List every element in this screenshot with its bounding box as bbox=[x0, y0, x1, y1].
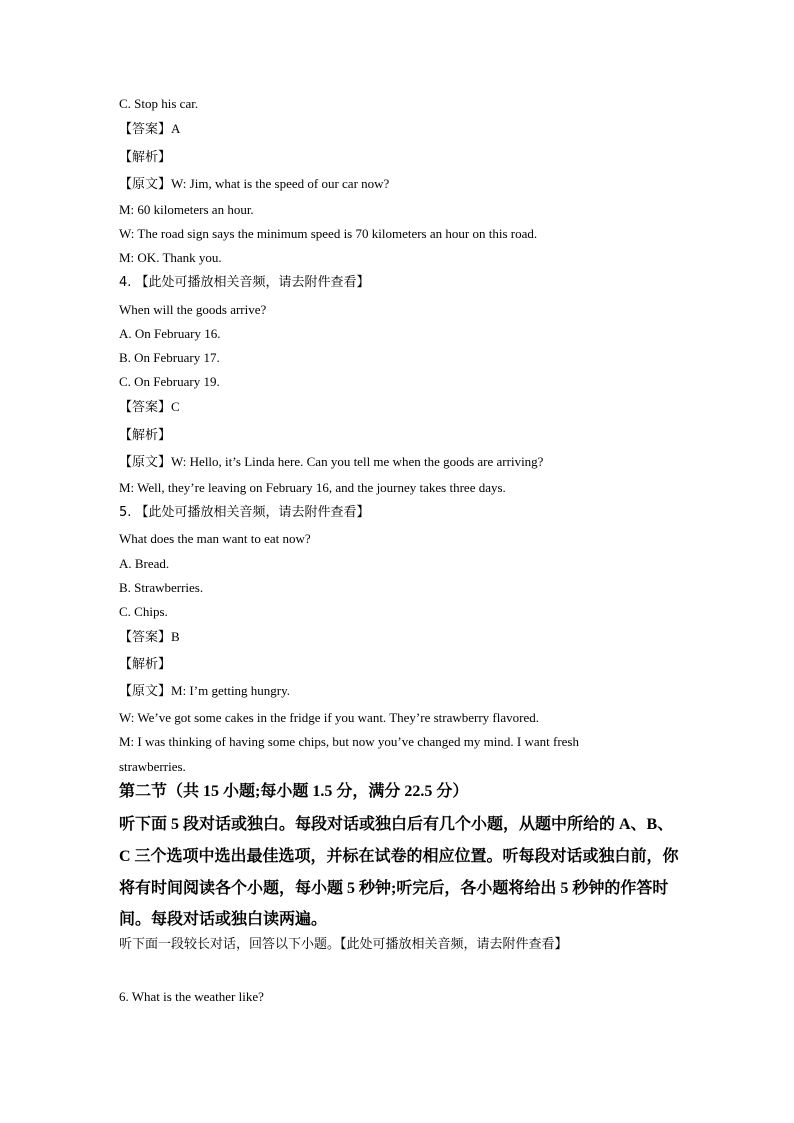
answer-tag: 【答案】 bbox=[119, 122, 172, 137]
q3-analysis-tag bbox=[119, 149, 171, 166]
answer-value: B bbox=[171, 629, 180, 644]
q4-header: 4. 【此处可播放相关音频，请去附件查看】 bbox=[119, 275, 370, 290]
q3-dialog-line: W: The road sign says the minimum speed is 70 kilometers an hour on this road. bbox=[119, 226, 538, 241]
q6-question: 6. What is the weather like? bbox=[119, 989, 264, 1004]
analysis-tag: 【解析】 bbox=[119, 150, 172, 165]
listen-note: 听下面一段较长对话，回答以下小题。【此处可播放相关音频，请去附件查看】 bbox=[119, 937, 568, 952]
analysis-tag: 【解析】 bbox=[119, 428, 172, 443]
q3-answer bbox=[119, 121, 180, 138]
q5-question: What does the man want to eat now? bbox=[119, 531, 311, 546]
section-title: 第二节（共 15 小题;每小题 1.5 分，满分 22.5 分） bbox=[119, 783, 469, 800]
q5-dialog-line: W: We’ve got some cakes in the fridge if you want. They’re strawberry flavored. bbox=[119, 710, 539, 725]
section-instruction-line: 将有时间阅读各个小题，每小题 5 秒钟;听完后，各小题将给出 5 秒钟的作答时 bbox=[119, 880, 669, 897]
q4-dialog-line: M: Well, they’re leaving on February 16, and the journey takes three days. bbox=[119, 480, 506, 495]
original-tag: 【原文】 bbox=[119, 684, 172, 699]
section-instruction-line: 听下面 5 段对话或独白。每段对话或独白后有几个小题，从题中所给的 A、B、 bbox=[119, 816, 674, 833]
original-tag: 【原文】 bbox=[119, 455, 172, 470]
q5-dialog-line: strawberries. bbox=[119, 759, 186, 774]
q4-option-c: C. On February 19. bbox=[119, 374, 220, 389]
q5-option-c: C. Chips. bbox=[119, 604, 168, 619]
q4-original bbox=[119, 454, 543, 471]
q5-option-a: A. Bread. bbox=[119, 556, 170, 571]
answer-value: A bbox=[171, 121, 181, 136]
q5-original bbox=[119, 683, 290, 700]
original-text: M: I’m getting hungry. bbox=[171, 683, 291, 698]
section-instruction-line: C 三个选项中选出最佳选项，并标在试卷的相应位置。听每段对话或独白前，你 bbox=[119, 848, 679, 865]
q5-option-b: B. Strawberries. bbox=[119, 580, 204, 595]
q5-header: 5. 【此处可播放相关音频，请去附件查看】 bbox=[119, 505, 370, 520]
original-text: W: Hello, it’s Linda here. Can you tell me when the goods are arriving? bbox=[171, 454, 544, 469]
analysis-tag: 【解析】 bbox=[119, 657, 172, 672]
q3-original bbox=[119, 176, 389, 193]
q3-dialog-line: M: 60 kilometers an hour. bbox=[119, 202, 254, 217]
q5-answer bbox=[119, 629, 180, 646]
answer-tag: 【答案】 bbox=[119, 630, 172, 645]
q4-option-a: A. On February 16. bbox=[119, 326, 221, 341]
q4-question: When will the goods arrive? bbox=[119, 302, 267, 317]
q4-option-b: B. On February 17. bbox=[119, 350, 220, 365]
original-text: W: Jim, what is the speed of our car now? bbox=[171, 176, 390, 191]
original-tag: 【原文】 bbox=[119, 177, 172, 192]
section-instruction-line: 间。每段对话或独白读两遍。 bbox=[119, 911, 328, 928]
q4-analysis-tag bbox=[119, 427, 171, 444]
q3-dialog-line: M: OK. Thank you. bbox=[119, 250, 222, 265]
q3-option-c: C. Stop his car. bbox=[119, 96, 199, 111]
answer-tag: 【答案】 bbox=[119, 400, 172, 415]
q4-answer bbox=[119, 399, 180, 416]
q5-dialog-line: M: I was thinking of having some chips, but now you’ve changed my mind. I want fresh bbox=[119, 734, 579, 749]
q5-analysis-tag bbox=[119, 656, 171, 673]
answer-value: C bbox=[171, 399, 180, 414]
